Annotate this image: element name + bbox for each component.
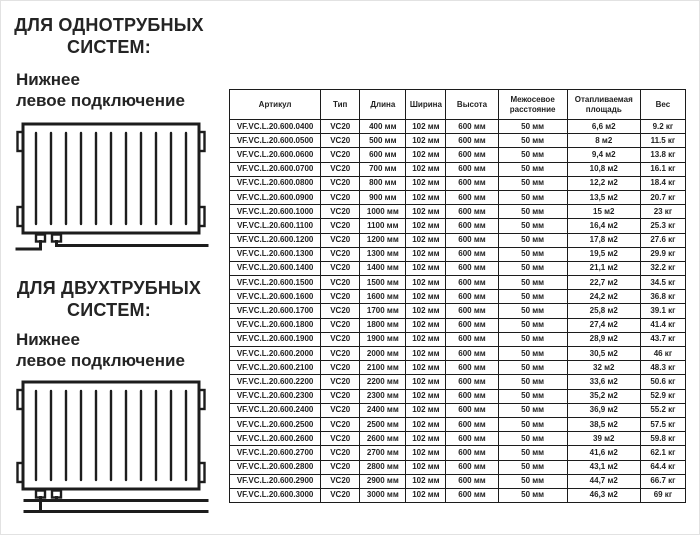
table-cell: 39.1 кг [640,304,685,318]
table-cell: 600 мм [446,332,498,346]
table-cell: 50.6 кг [640,375,685,389]
two-pipe-connection-label [16,329,221,371]
table-cell: 50 мм [498,432,567,446]
table-cell: 50 мм [498,120,567,134]
single-pipe-section-heading [3,14,215,58]
heading-line: СИСТЕМ: [67,37,151,57]
table-cell: VF.VC.L.20.600.0900 [230,190,321,204]
table-cell: 50 мм [498,134,567,148]
table-cell: VC20 [321,176,360,190]
table-cell: 23 кг [640,205,685,219]
table-cell: 11.5 кг [640,134,685,148]
table-cell: VF.VC.L.20.600.2400 [230,403,321,417]
table-cell: VF.VC.L.20.600.2100 [230,361,321,375]
table-cell: 2100 мм [360,361,406,375]
table-cell: VC20 [321,332,360,346]
table-cell: 2700 мм [360,446,406,460]
table-cell: VF.VC.L.20.600.1200 [230,233,321,247]
table-cell: 12,2 м2 [567,176,640,190]
table-cell: 50 мм [498,304,567,318]
connection-line: Нижнее [16,70,80,89]
column-header: Межосевое расстояние [498,90,567,120]
table-cell: VF.VC.L.20.600.0600 [230,148,321,162]
table-cell: 102 мм [406,120,446,134]
table-cell: VC20 [321,205,360,219]
column-header: Отапливаемая площадь [567,90,640,120]
table-cell: 50 мм [498,332,567,346]
table-cell: VC20 [321,148,360,162]
table-row [230,446,686,460]
table-row [230,488,686,502]
heading-line: ДЛЯ ДВУХТРУБНЫХ [16,278,202,298]
table-header-row [230,90,686,120]
table-cell: VC20 [321,134,360,148]
table-cell: 50 мм [498,176,567,190]
table-cell: 600 мм [446,460,498,474]
table-cell: VC20 [321,276,360,290]
table-cell: VF.VC.L.20.600.3000 [230,488,321,502]
table-cell: 50 мм [498,375,567,389]
column-header: Ширина [406,90,446,120]
table-cell: 102 мм [406,446,446,460]
table-cell: VF.VC.L.20.600.2700 [230,446,321,460]
table-cell: VF.VC.L.20.600.0400 [230,120,321,134]
table-cell: 38,5 м2 [567,417,640,431]
table-row [230,261,686,275]
table-cell: 102 мм [406,205,446,219]
table-row [230,276,686,290]
table-cell: 400 мм [360,120,406,134]
table-row [230,162,686,176]
table-cell: 41,6 м2 [567,446,640,460]
table-cell: 2000 мм [360,347,406,361]
table-cell: 43.7 кг [640,332,685,346]
table-cell: 22,7 м2 [567,276,640,290]
table-cell: 102 мм [406,389,446,403]
table-cell: VF.VC.L.20.600.0500 [230,134,321,148]
table-cell: 50 мм [498,148,567,162]
table-cell: 36,9 м2 [567,403,640,417]
table-cell: VF.VC.L.20.600.1300 [230,247,321,261]
table-cell: 600 мм [446,474,498,488]
table-cell: 600 мм [446,290,498,304]
table-cell: 50 мм [498,219,567,233]
table-cell: 10,8 м2 [567,162,640,176]
table-cell: 600 мм [446,403,498,417]
table-cell: 600 мм [446,361,498,375]
table-cell: 102 мм [406,290,446,304]
table-cell: VC20 [321,417,360,431]
table-cell: 102 мм [406,162,446,176]
table-cell: 102 мм [406,460,446,474]
table-cell: VF.VC.L.20.600.1400 [230,261,321,275]
column-header: Артикул [230,90,321,120]
table-cell: 2600 мм [360,432,406,446]
table-cell: 27.6 кг [640,233,685,247]
table-row [230,148,686,162]
single-pipe-radiator-diagram [9,119,213,256]
table-cell: 102 мм [406,403,446,417]
table-cell: 16.1 кг [640,162,685,176]
table-cell: VC20 [321,403,360,417]
table-cell: VC20 [321,389,360,403]
table-row [230,332,686,346]
table-cell: 25,8 м2 [567,304,640,318]
table-cell: 1500 мм [360,276,406,290]
table-cell: 102 мм [406,304,446,318]
table-cell: 2300 мм [360,389,406,403]
table-row [230,432,686,446]
table-cell: 600 мм [446,134,498,148]
column-header: Вес [640,90,685,120]
table-cell: 50 мм [498,347,567,361]
table-cell: VC20 [321,261,360,275]
table-cell: 29.9 кг [640,247,685,261]
table-cell: 50 мм [498,247,567,261]
table-cell: 1400 мм [360,261,406,275]
table-cell: 20.7 кг [640,190,685,204]
table-cell: 2900 мм [360,474,406,488]
table-cell: 2800 мм [360,460,406,474]
table-cell: 35,2 м2 [567,389,640,403]
table-cell: VF.VC.L.20.600.0700 [230,162,321,176]
table-cell: 900 мм [360,190,406,204]
connection-line: левое подключение [16,351,185,370]
table-cell: 50 мм [498,276,567,290]
table-row [230,389,686,403]
table-cell: 600 мм [446,148,498,162]
table-cell: 1000 мм [360,205,406,219]
table-cell: 8 м2 [567,134,640,148]
table-cell: 600 мм [446,389,498,403]
table-cell: VF.VC.L.20.600.2600 [230,432,321,446]
table-cell: 102 мм [406,190,446,204]
table-cell: 102 мм [406,318,446,332]
table-cell: VF.VC.L.20.600.2500 [230,417,321,431]
table-cell: 36.8 кг [640,290,685,304]
table-cell: 600 мм [446,347,498,361]
table-cell: VC20 [321,219,360,233]
table-cell: 9,4 м2 [567,148,640,162]
table-cell: VC20 [321,120,360,134]
table-cell: VC20 [321,446,360,460]
table-row [230,460,686,474]
two-pipe-radiator-diagram [9,376,213,518]
table-cell: 1600 мм [360,290,406,304]
table-cell: 19,5 м2 [567,247,640,261]
table-cell: 62.1 кг [640,446,685,460]
table-cell: 50 мм [498,190,567,204]
table-cell: 50 мм [498,460,567,474]
table-cell: 600 мм [446,276,498,290]
table-cell: 102 мм [406,276,446,290]
table-cell: VC20 [321,474,360,488]
table-cell: 48.3 кг [640,361,685,375]
table-cell: 6,6 м2 [567,120,640,134]
table-cell: 46,3 м2 [567,488,640,502]
table-cell: 50 мм [498,162,567,176]
table-cell: VF.VC.L.20.600.1700 [230,304,321,318]
table-row [230,176,686,190]
table-cell: 600 мм [446,219,498,233]
table-cell: 102 мм [406,474,446,488]
table-cell: VF.VC.L.20.600.2300 [230,389,321,403]
table-cell: VC20 [321,304,360,318]
table-cell: 102 мм [406,219,446,233]
table-cell: 32 м2 [567,361,640,375]
table-cell: VF.VC.L.20.600.1900 [230,332,321,346]
table-cell: 50 мм [498,417,567,431]
table-cell: VC20 [321,247,360,261]
column-header: Тип [321,90,360,120]
table-cell: 600 мм [446,304,498,318]
table-cell: VF.VC.L.20.600.1600 [230,290,321,304]
table-cell: 57.5 кг [640,417,685,431]
table-cell: 13.8 кг [640,148,685,162]
table-cell: 50 мм [498,205,567,219]
table-cell: 800 мм [360,176,406,190]
table-cell: 600 мм [446,375,498,389]
table-cell: 27,4 м2 [567,318,640,332]
table-cell: 1200 мм [360,233,406,247]
table-cell: 43,1 м2 [567,460,640,474]
table-row [230,375,686,389]
table-row [230,290,686,304]
table-cell: VC20 [321,361,360,375]
table-cell: 102 мм [406,432,446,446]
table-cell: 102 мм [406,347,446,361]
table-cell: 1700 мм [360,304,406,318]
spec-table [229,89,686,503]
table-cell: 50 мм [498,290,567,304]
table-cell: 600 мм [446,417,498,431]
table-cell: 28,9 м2 [567,332,640,346]
table-cell: VC20 [321,347,360,361]
table-cell: 2500 мм [360,417,406,431]
table-cell: VF.VC.L.20.600.1800 [230,318,321,332]
table-cell: 500 мм [360,134,406,148]
heading-line: ДЛЯ ОДНОТРУБНЫХ [14,15,204,35]
table-cell: 55.2 кг [640,403,685,417]
table-cell: 102 мм [406,417,446,431]
table-cell: 16,4 м2 [567,219,640,233]
table-row [230,205,686,219]
table-cell: 50 мм [498,361,567,375]
table-cell: 102 мм [406,261,446,275]
column-header: Длина [360,90,406,120]
table-cell: 600 мм [446,190,498,204]
table-row [230,233,686,247]
table-cell: VF.VC.L.20.600.1100 [230,219,321,233]
table-cell: 102 мм [406,361,446,375]
table-cell: 69 кг [640,488,685,502]
table-cell: VC20 [321,432,360,446]
table-row [230,120,686,134]
table-cell: 2400 мм [360,403,406,417]
table-cell: 600 мм [446,205,498,219]
table-cell: 25.3 кг [640,219,685,233]
table-cell: 600 мм [446,261,498,275]
table-cell: 102 мм [406,247,446,261]
table-cell: 50 мм [498,261,567,275]
table-cell: 102 мм [406,176,446,190]
connection-line: Нижнее [16,330,80,349]
table-cell: VC20 [321,233,360,247]
table-cell: 46 кг [640,347,685,361]
table-cell: VC20 [321,162,360,176]
table-cell: VF.VC.L.20.600.1500 [230,276,321,290]
table-cell: 24,2 м2 [567,290,640,304]
table-cell: VC20 [321,190,360,204]
table-cell: 9.2 кг [640,120,685,134]
table-cell: 600 мм [446,162,498,176]
table-row [230,361,686,375]
table-cell: 102 мм [406,375,446,389]
table-cell: 17,8 м2 [567,233,640,247]
connection-line: левое подключение [16,91,185,110]
table-cell: 102 мм [406,332,446,346]
column-header: Высота [446,90,498,120]
table-cell: 600 мм [446,318,498,332]
table-cell: 102 мм [406,134,446,148]
table-cell: 30,5 м2 [567,347,640,361]
table-row [230,190,686,204]
two-pipe-section-heading [3,277,215,321]
table-cell: 1300 мм [360,247,406,261]
table-cell: 50 мм [498,389,567,403]
table-cell: 34.5 кг [640,276,685,290]
table-row [230,219,686,233]
table-row [230,318,686,332]
table-cell: 21,1 м2 [567,261,640,275]
table-cell: 64.4 кг [640,460,685,474]
table-cell: VF.VC.L.20.600.2000 [230,347,321,361]
table-cell: 102 мм [406,233,446,247]
table-cell: 50 мм [498,233,567,247]
table-cell: 50 мм [498,474,567,488]
table-cell: 102 мм [406,148,446,162]
table-cell: 600 мм [446,488,498,502]
table-cell: VF.VC.L.20.600.0800 [230,176,321,190]
table-row [230,417,686,431]
table-cell: VC20 [321,488,360,502]
table-cell: 600 мм [446,120,498,134]
table-cell: VC20 [321,318,360,332]
table-cell: 50 мм [498,488,567,502]
table-cell: 18.4 кг [640,176,685,190]
table-cell: VF.VC.L.20.600.2200 [230,375,321,389]
table-cell: 52.9 кг [640,389,685,403]
table-cell: 102 мм [406,488,446,502]
table-cell: 700 мм [360,162,406,176]
table-cell: 66.7 кг [640,474,685,488]
table-row [230,247,686,261]
table-cell: 600 мм [446,446,498,460]
table-cell: 59.8 кг [640,432,685,446]
table-cell: VC20 [321,290,360,304]
table-cell: 1100 мм [360,219,406,233]
table-row [230,347,686,361]
table-row [230,474,686,488]
single-pipe-connection-label [16,69,221,111]
table-cell: VF.VC.L.20.600.1000 [230,205,321,219]
table-cell: 39 м2 [567,432,640,446]
two-pipe-lines [25,498,207,512]
table-cell: 3000 мм [360,488,406,502]
table-cell: 13,5 м2 [567,190,640,204]
table-cell: 44,7 м2 [567,474,640,488]
table-cell: 50 мм [498,403,567,417]
table-row [230,304,686,318]
table-cell: 50 мм [498,318,567,332]
table-cell: 50 мм [498,446,567,460]
table-cell: VC20 [321,375,360,389]
table-cell: 600 мм [360,148,406,162]
table-cell: 600 мм [446,247,498,261]
heading-line: СИСТЕМ: [67,300,151,320]
table-cell: 600 мм [446,176,498,190]
table-cell: 15 м2 [567,205,640,219]
table-cell: 2200 мм [360,375,406,389]
table-cell: VF.VC.L.20.600.2800 [230,460,321,474]
table-cell: 41.4 кг [640,318,685,332]
table-cell: VC20 [321,460,360,474]
table-row [230,134,686,148]
table-cell: VF.VC.L.20.600.2900 [230,474,321,488]
table-cell: 1800 мм [360,318,406,332]
table-cell: 32.2 кг [640,261,685,275]
table-row [230,403,686,417]
table-cell: 600 мм [446,432,498,446]
table-cell: 33,6 м2 [567,375,640,389]
table-cell: 1900 мм [360,332,406,346]
table-cell: 600 мм [446,233,498,247]
